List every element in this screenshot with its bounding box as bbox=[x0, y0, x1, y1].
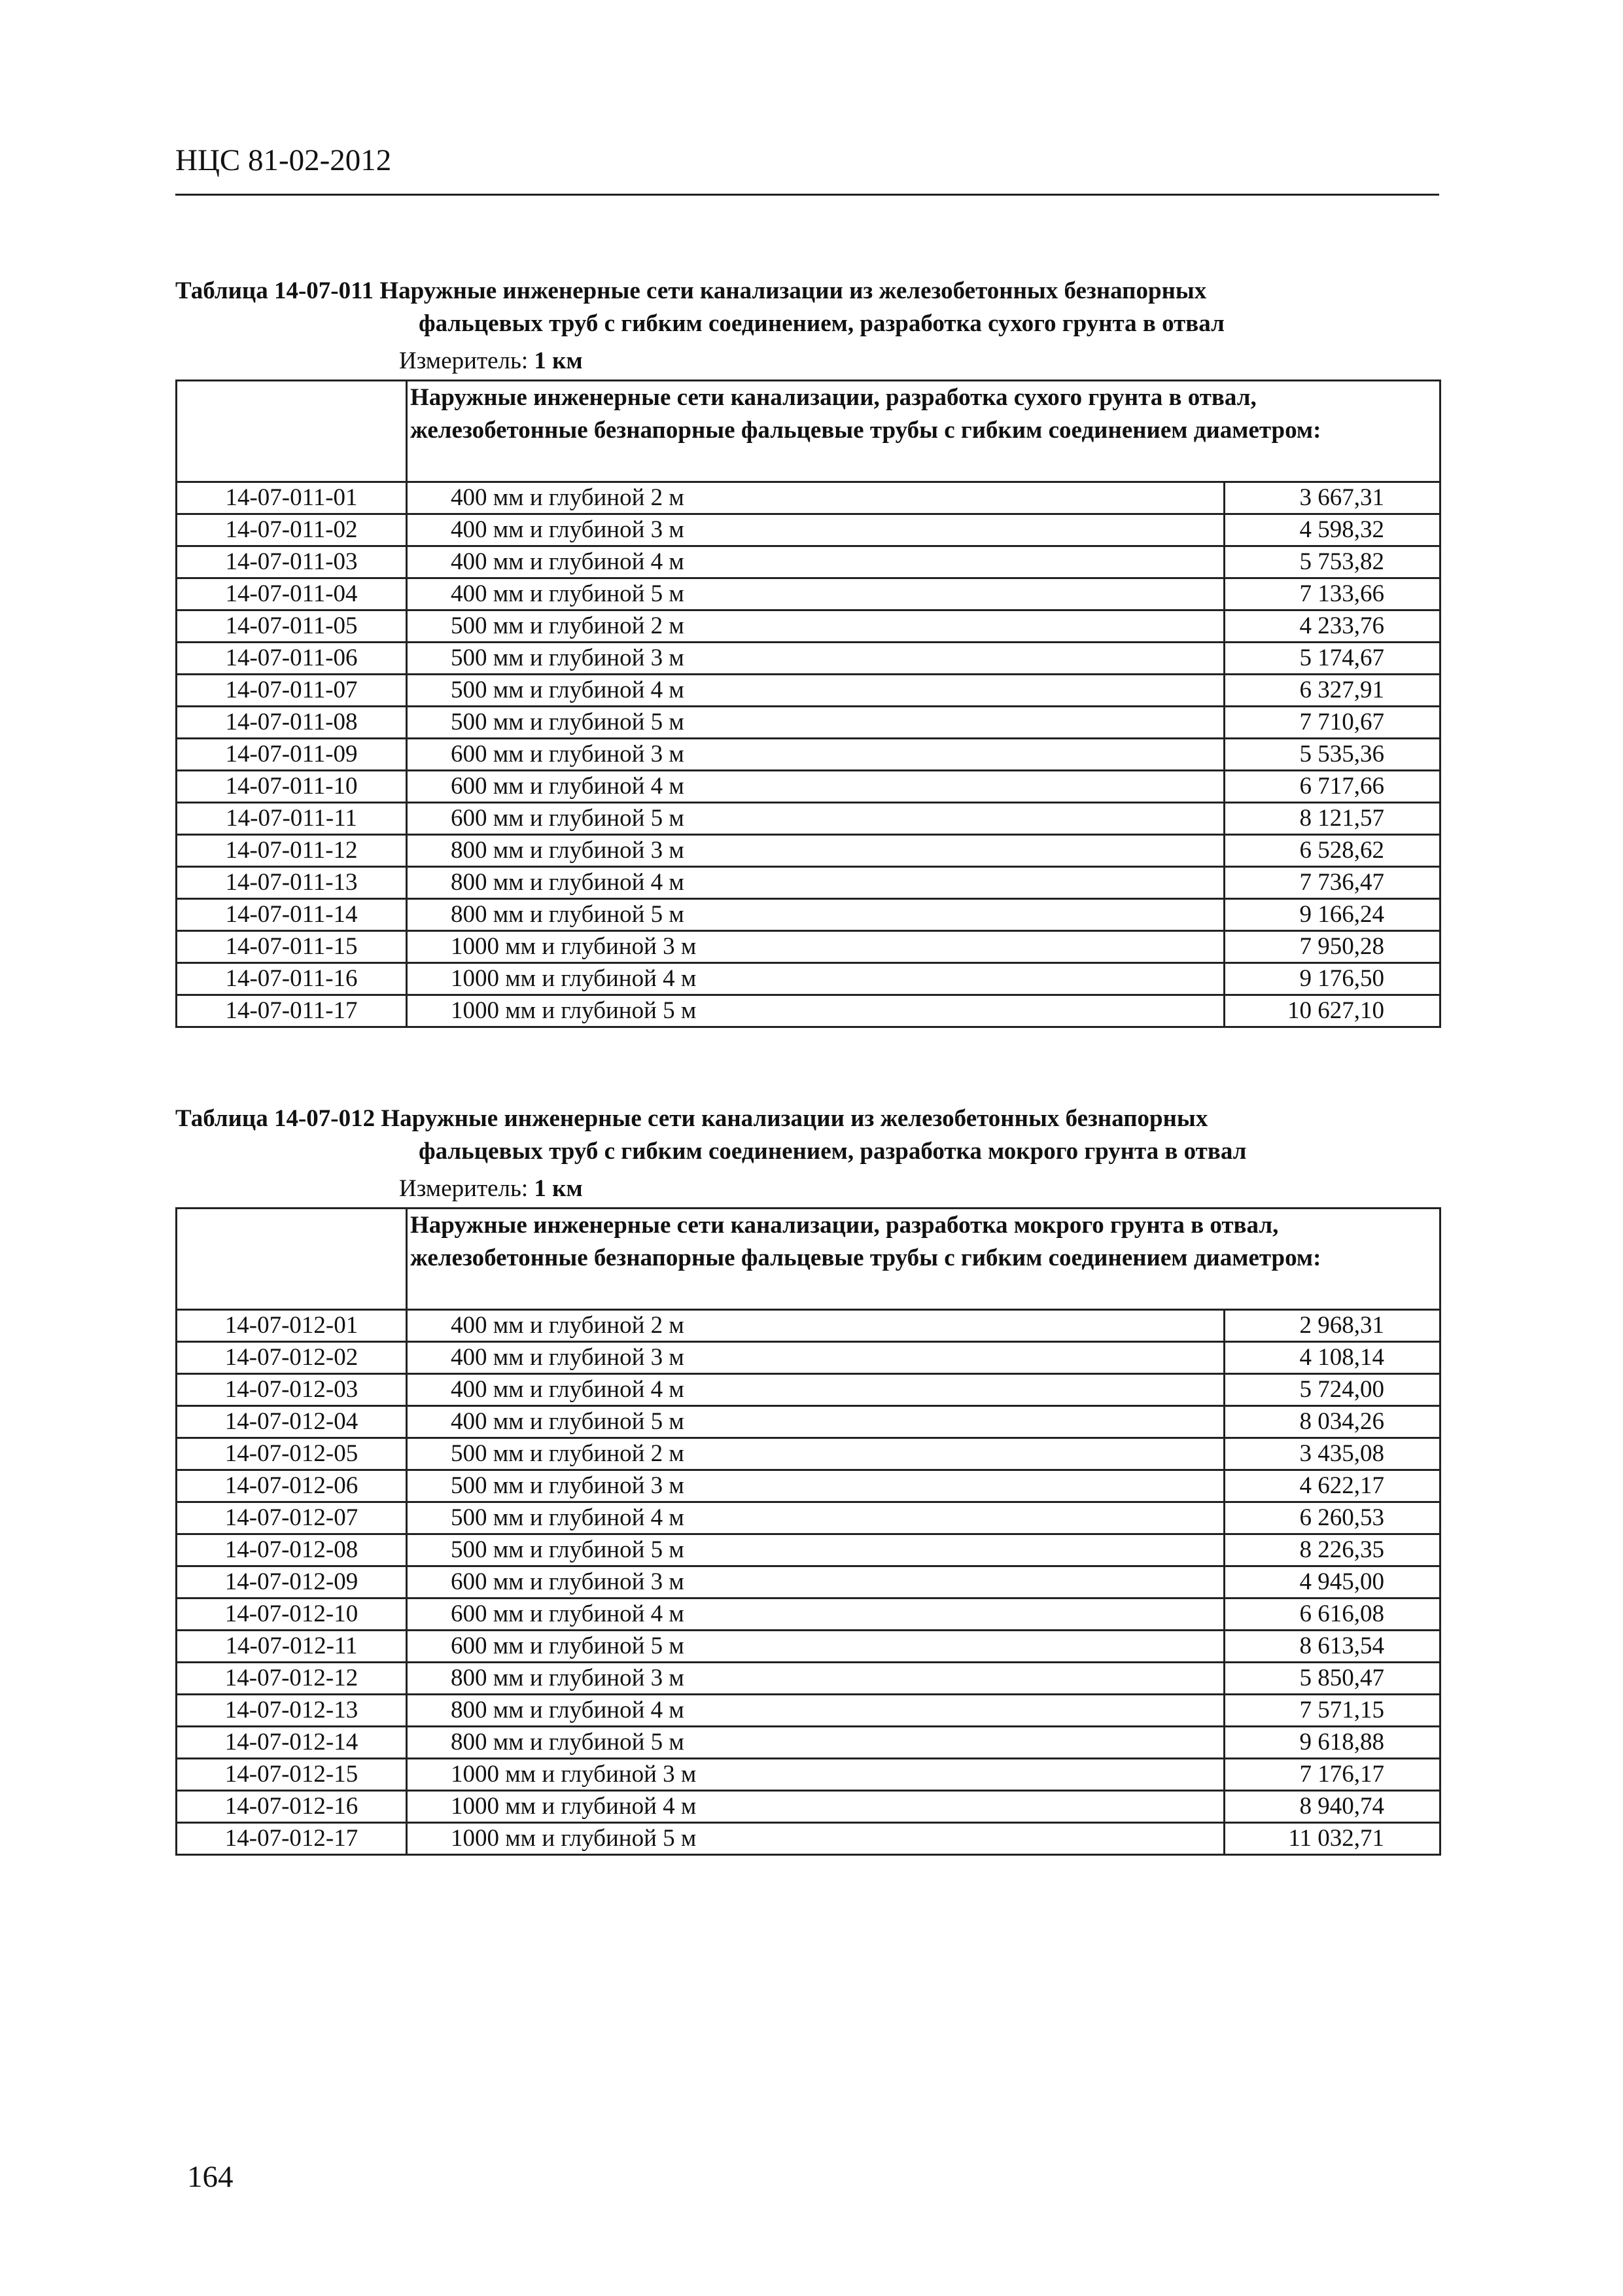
norm-code-cell: 14-07-012-17 bbox=[177, 1823, 407, 1855]
description-cell: 1000 мм и глубиной 5 м bbox=[407, 995, 1225, 1027]
norm-code-cell: 14-07-012-16 bbox=[177, 1791, 407, 1823]
norm-code-cell: 14-07-012-04 bbox=[177, 1406, 407, 1438]
norm-code-cell: 14-07-012-01 bbox=[177, 1310, 407, 1342]
description-cell: 600 мм и глубиной 5 м bbox=[407, 803, 1225, 835]
price-cell: 3 667,31 bbox=[1225, 482, 1440, 514]
description-cell: 400 мм и глубиной 2 м bbox=[407, 1310, 1225, 1342]
table-header-text: Наружные инженерные сети канализации, разработка мокрого грунта в отвал, железобетонные безнапорные фальцевые трубы с гибким соединением диаметром: bbox=[407, 1209, 1440, 1310]
description-cell: 800 мм и глубиной 5 м bbox=[407, 899, 1225, 931]
header-blank-cell bbox=[177, 381, 407, 482]
table-row bbox=[177, 1534, 1440, 1566]
measure-unit: 1 км bbox=[534, 1175, 583, 1202]
description-cell: 400 мм и глубиной 4 м bbox=[407, 546, 1225, 578]
measure-unit: 1 км bbox=[534, 347, 583, 374]
description-cell: 500 мм и глубиной 2 м bbox=[407, 610, 1225, 643]
description-cell: 400 мм и глубиной 3 м bbox=[407, 514, 1225, 546]
norm-code-cell: 14-07-011-11 bbox=[177, 803, 407, 835]
table-14-07-012 bbox=[175, 1207, 1441, 1856]
price-cell: 11 032,71 bbox=[1225, 1823, 1440, 1855]
price-cell: 8 940,74 bbox=[1225, 1791, 1440, 1823]
table-1-caption-line1: Таблица 14-07-011 Наружные инженерные сети канализации из железобетонных безнапорных bbox=[175, 277, 1207, 304]
table-14-07-011 bbox=[175, 380, 1441, 1028]
description-cell: 800 мм и глубиной 4 м bbox=[407, 867, 1225, 899]
price-cell: 8 034,26 bbox=[1225, 1406, 1440, 1438]
page-number: 164 bbox=[187, 2160, 234, 2194]
description-cell: 400 мм и глубиной 2 м bbox=[407, 482, 1225, 514]
description-cell: 400 мм и глубиной 4 м bbox=[407, 1374, 1225, 1406]
description-cell: 800 мм и глубиной 4 м bbox=[407, 1695, 1225, 1727]
table-1-caption bbox=[175, 275, 1477, 340]
norm-code-cell: 14-07-011-06 bbox=[177, 643, 407, 675]
norm-code-cell: 14-07-011-03 bbox=[177, 546, 407, 578]
norm-code-cell: 14-07-012-12 bbox=[177, 1663, 407, 1695]
header-divider bbox=[175, 194, 1439, 196]
table-row bbox=[177, 1470, 1440, 1502]
description-cell: 1000 мм и глубиной 5 м bbox=[407, 1823, 1225, 1855]
description-cell: 500 мм и глубиной 2 м bbox=[407, 1438, 1225, 1470]
table-header-row bbox=[177, 381, 1440, 482]
price-cell: 6 327,91 bbox=[1225, 675, 1440, 707]
norm-code-cell: 14-07-012-14 bbox=[177, 1727, 407, 1759]
table-row bbox=[177, 1406, 1440, 1438]
price-cell: 2 968,31 bbox=[1225, 1310, 1440, 1342]
description-cell: 800 мм и глубиной 5 м bbox=[407, 1727, 1225, 1759]
norm-code-cell: 14-07-012-05 bbox=[177, 1438, 407, 1470]
price-cell: 4 108,14 bbox=[1225, 1342, 1440, 1374]
norm-code-cell: 14-07-011-13 bbox=[177, 867, 407, 899]
price-cell: 5 850,47 bbox=[1225, 1663, 1440, 1695]
table-row bbox=[177, 803, 1440, 835]
price-cell: 6 260,53 bbox=[1225, 1502, 1440, 1534]
measure-label: Измеритель: bbox=[399, 1175, 529, 1202]
table-2-measure bbox=[399, 1174, 583, 1203]
description-cell: 500 мм и глубиной 5 м bbox=[407, 1534, 1225, 1566]
description-cell: 1000 мм и глубиной 3 м bbox=[407, 1759, 1225, 1791]
document-code: НЦС 81-02-2012 bbox=[175, 143, 392, 177]
table-2-caption-line2: фальцевых труб с гибким соединением, разработка мокрого грунта в отвал bbox=[419, 1138, 1247, 1165]
norm-code-cell: 14-07-011-17 bbox=[177, 995, 407, 1027]
table-row bbox=[177, 1502, 1440, 1534]
norm-code-cell: 14-07-011-16 bbox=[177, 963, 407, 995]
norm-code-cell: 14-07-012-07 bbox=[177, 1502, 407, 1534]
description-cell: 600 мм и глубиной 3 м bbox=[407, 739, 1225, 771]
table-row bbox=[177, 578, 1440, 610]
table-row bbox=[177, 931, 1440, 963]
norm-code-cell: 14-07-011-07 bbox=[177, 675, 407, 707]
table-row bbox=[177, 1631, 1440, 1663]
price-cell: 4 622,17 bbox=[1225, 1470, 1440, 1502]
table-row bbox=[177, 899, 1440, 931]
price-cell: 9 618,88 bbox=[1225, 1727, 1440, 1759]
table-row bbox=[177, 482, 1440, 514]
table-row bbox=[177, 1695, 1440, 1727]
table-row bbox=[177, 643, 1440, 675]
description-cell: 500 мм и глубиной 3 м bbox=[407, 643, 1225, 675]
measure-label: Измеритель: bbox=[399, 347, 529, 374]
table-row bbox=[177, 675, 1440, 707]
table-row bbox=[177, 995, 1440, 1027]
description-cell: 400 мм и глубиной 5 м bbox=[407, 578, 1225, 610]
table-row bbox=[177, 1598, 1440, 1631]
price-cell: 8 613,54 bbox=[1225, 1631, 1440, 1663]
price-cell: 7 710,67 bbox=[1225, 707, 1440, 739]
norm-code-cell: 14-07-011-04 bbox=[177, 578, 407, 610]
price-cell: 7 176,17 bbox=[1225, 1759, 1440, 1791]
price-cell: 6 717,66 bbox=[1225, 771, 1440, 803]
description-cell: 600 мм и глубиной 3 м bbox=[407, 1566, 1225, 1598]
description-cell: 600 мм и глубиной 5 м bbox=[407, 1631, 1225, 1663]
table-row bbox=[177, 1374, 1440, 1406]
description-cell: 400 мм и глубиной 3 м bbox=[407, 1342, 1225, 1374]
description-cell: 1000 мм и глубиной 3 м bbox=[407, 931, 1225, 963]
description-cell: 500 мм и глубиной 4 м bbox=[407, 1502, 1225, 1534]
table-row bbox=[177, 1759, 1440, 1791]
description-cell: 1000 мм и глубиной 4 м bbox=[407, 1791, 1225, 1823]
table-row bbox=[177, 739, 1440, 771]
table-1-caption-line2: фальцевых труб с гибким соединением, разработка сухого грунта в отвал bbox=[419, 310, 1225, 337]
norm-code-cell: 14-07-011-01 bbox=[177, 482, 407, 514]
table-row bbox=[177, 1727, 1440, 1759]
price-cell: 3 435,08 bbox=[1225, 1438, 1440, 1470]
description-cell: 600 мм и глубиной 4 м bbox=[407, 1598, 1225, 1631]
table-row bbox=[177, 771, 1440, 803]
price-cell: 5 535,36 bbox=[1225, 739, 1440, 771]
table-row bbox=[177, 1438, 1440, 1470]
price-cell: 5 724,00 bbox=[1225, 1374, 1440, 1406]
description-cell: 500 мм и глубиной 5 м bbox=[407, 707, 1225, 739]
table-row bbox=[177, 514, 1440, 546]
norm-code-cell: 14-07-012-06 bbox=[177, 1470, 407, 1502]
description-cell: 800 мм и глубиной 3 м bbox=[407, 835, 1225, 867]
description-cell: 1000 мм и глубиной 4 м bbox=[407, 963, 1225, 995]
table-header-text: Наружные инженерные сети канализации, разработка сухого грунта в отвал, железобетонные безнапорные фальцевые трубы с гибким соединением диаметром: bbox=[407, 381, 1440, 482]
header-blank-cell bbox=[177, 1209, 407, 1310]
price-cell: 7 571,15 bbox=[1225, 1695, 1440, 1727]
norm-code-cell: 14-07-011-14 bbox=[177, 899, 407, 931]
table-row bbox=[177, 835, 1440, 867]
norm-code-cell: 14-07-012-13 bbox=[177, 1695, 407, 1727]
table-header-row bbox=[177, 1209, 1440, 1310]
price-cell: 5 753,82 bbox=[1225, 546, 1440, 578]
price-cell: 7 133,66 bbox=[1225, 578, 1440, 610]
norm-code-cell: 14-07-011-09 bbox=[177, 739, 407, 771]
table-row bbox=[177, 1310, 1440, 1342]
price-cell: 7 736,47 bbox=[1225, 867, 1440, 899]
description-cell: 600 мм и глубиной 4 м bbox=[407, 771, 1225, 803]
table-row bbox=[177, 1663, 1440, 1695]
table-row bbox=[177, 1566, 1440, 1598]
norm-code-cell: 14-07-012-10 bbox=[177, 1598, 407, 1631]
table-2-caption-line1: Таблица 14-07-012 Наружные инженерные сети канализации из железобетонных безнапорных bbox=[175, 1105, 1208, 1132]
table-row bbox=[177, 546, 1440, 578]
price-cell: 8 121,57 bbox=[1225, 803, 1440, 835]
price-cell: 5 174,67 bbox=[1225, 643, 1440, 675]
price-cell: 10 627,10 bbox=[1225, 995, 1440, 1027]
norm-code-cell: 14-07-012-09 bbox=[177, 1566, 407, 1598]
table-1-measure bbox=[399, 347, 583, 375]
norm-code-cell: 14-07-011-02 bbox=[177, 514, 407, 546]
norm-code-cell: 14-07-011-10 bbox=[177, 771, 407, 803]
table-2-caption bbox=[175, 1103, 1477, 1168]
price-cell: 4 945,00 bbox=[1225, 1566, 1440, 1598]
price-cell: 9 176,50 bbox=[1225, 963, 1440, 995]
table-row bbox=[177, 707, 1440, 739]
norm-code-cell: 14-07-011-05 bbox=[177, 610, 407, 643]
table-row bbox=[177, 963, 1440, 995]
price-cell: 4 598,32 bbox=[1225, 514, 1440, 546]
price-cell: 7 950,28 bbox=[1225, 931, 1440, 963]
description-cell: 500 мм и глубиной 3 м bbox=[407, 1470, 1225, 1502]
description-cell: 500 мм и глубиной 4 м bbox=[407, 675, 1225, 707]
norm-code-cell: 14-07-012-11 bbox=[177, 1631, 407, 1663]
price-cell: 9 166,24 bbox=[1225, 899, 1440, 931]
table-row bbox=[177, 867, 1440, 899]
norm-code-cell: 14-07-011-08 bbox=[177, 707, 407, 739]
table-row bbox=[177, 1342, 1440, 1374]
table-row bbox=[177, 610, 1440, 643]
norm-code-cell: 14-07-012-08 bbox=[177, 1534, 407, 1566]
norm-code-cell: 14-07-012-03 bbox=[177, 1374, 407, 1406]
price-cell: 8 226,35 bbox=[1225, 1534, 1440, 1566]
table-row bbox=[177, 1791, 1440, 1823]
price-cell: 4 233,76 bbox=[1225, 610, 1440, 643]
norm-code-cell: 14-07-011-15 bbox=[177, 931, 407, 963]
price-cell: 6 616,08 bbox=[1225, 1598, 1440, 1631]
price-cell: 6 528,62 bbox=[1225, 835, 1440, 867]
description-cell: 800 мм и глубиной 3 м bbox=[407, 1663, 1225, 1695]
norm-code-cell: 14-07-011-12 bbox=[177, 835, 407, 867]
norm-code-cell: 14-07-012-15 bbox=[177, 1759, 407, 1791]
norm-code-cell: 14-07-012-02 bbox=[177, 1342, 407, 1374]
description-cell: 400 мм и глубиной 5 м bbox=[407, 1406, 1225, 1438]
table-row bbox=[177, 1823, 1440, 1855]
